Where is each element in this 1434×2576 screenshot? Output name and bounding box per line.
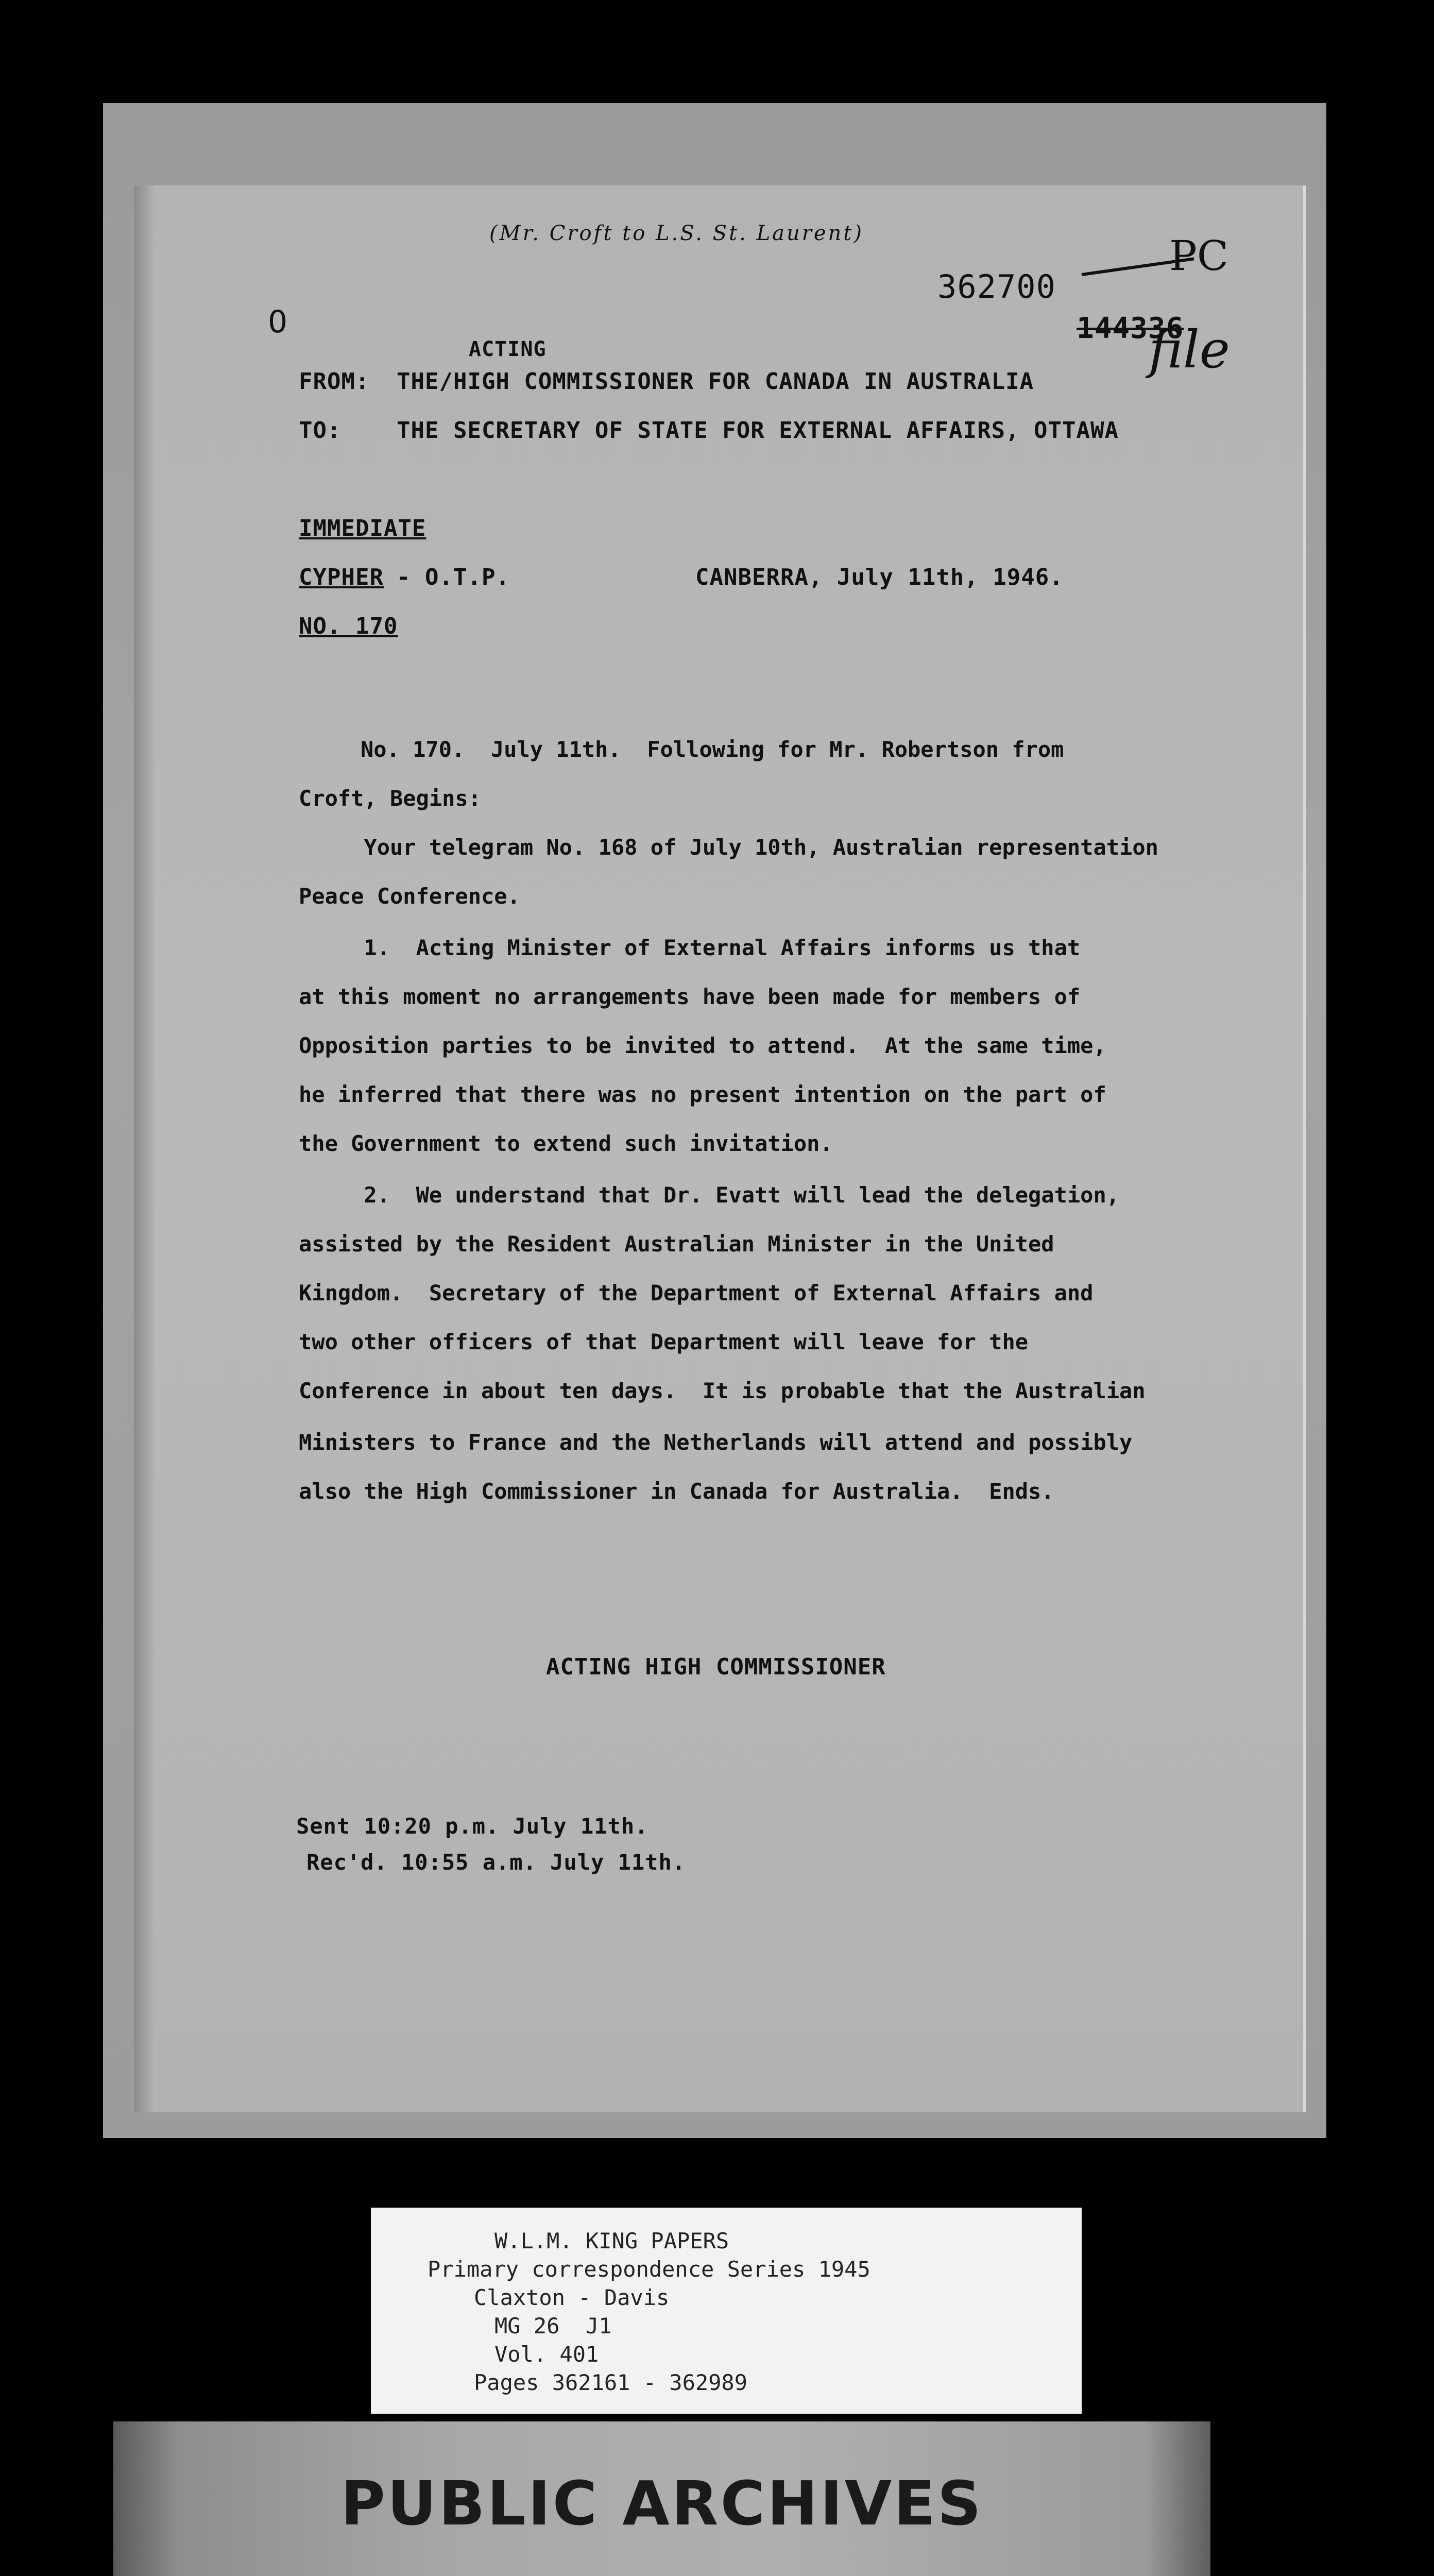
document-number: 362700 bbox=[937, 268, 1056, 306]
label-line: MG 26 J1 bbox=[494, 2313, 612, 2338]
body-line: he inferred that there was no present intention on the part of bbox=[299, 1082, 1106, 1107]
handwritten-annotation: (Mr. Croft to L.S. St. Laurent) bbox=[489, 222, 864, 245]
received-time: Rec'd. 10:55 a.m. July 11th. bbox=[306, 1850, 686, 1875]
label-line: W.L.M. KING PAPERS bbox=[494, 2228, 729, 2253]
cypher-label: CYPHER bbox=[299, 564, 384, 590]
body-line: the Government to extend such invitation. bbox=[299, 1131, 833, 1156]
body-line: 2. We understand that Dr. Evatt will lead the delegation, bbox=[299, 1182, 1120, 1208]
body-line: Kingdom. Secretary of the Department of External Affairs and bbox=[299, 1280, 1094, 1306]
label-line: Primary correspondence Series 1945 bbox=[428, 2257, 870, 2282]
body-line: two other officers of that Department will leave for the bbox=[299, 1329, 1029, 1354]
body-line: Croft, Begins: bbox=[299, 786, 482, 811]
signature: ACTING HIGH COMMISSIONER bbox=[546, 1654, 886, 1680]
body-line: 1. Acting Minister of External Affairs informs us that bbox=[299, 935, 1081, 960]
label-line: Pages 362161 - 362989 bbox=[474, 2370, 748, 2395]
sent-time: Sent 10:20 p.m. July 11th. bbox=[296, 1814, 648, 1839]
struck-number: 144336 bbox=[1077, 312, 1184, 345]
to-value: THE SECRETARY OF STATE FOR EXTERNAL AFFAIRS, OTTAWA bbox=[397, 417, 1119, 444]
stamp-line-1: PUBLIC ARCHIVES bbox=[340, 2468, 983, 2539]
body-line: at this moment no arrangements have been made for members of bbox=[299, 984, 1081, 1009]
cypher-suffix: - O.T.P. bbox=[397, 564, 510, 590]
from-value: THE/HIGH COMMISSIONER FOR CANADA IN AUSTRALIA bbox=[397, 368, 1034, 395]
label-line: Vol. 401 bbox=[494, 2342, 599, 2367]
from-label: FROM: bbox=[299, 368, 370, 395]
body-line: Ministers to France and the Netherlands will attend and possibly bbox=[299, 1430, 1133, 1455]
body-line: assisted by the Resident Australian Minister in the United bbox=[299, 1231, 1054, 1257]
public-archives-stamp bbox=[113, 2421, 1210, 2576]
handwritten-file: file bbox=[1149, 319, 1230, 380]
handwritten-pc: PC bbox=[1169, 232, 1229, 280]
body-line: Conference in about ten days. It is probable that the Australian bbox=[299, 1378, 1146, 1403]
body-line: also the High Commissioner in Canada for Australia. Ends. bbox=[299, 1479, 1054, 1504]
body-line: Peace Conference. bbox=[299, 884, 520, 909]
body-line: Opposition parties to be invited to attend. At the same time, bbox=[299, 1033, 1106, 1058]
to-label: TO: bbox=[299, 417, 342, 444]
body-line: Your telegram No. 168 of July 10th, Australian representation bbox=[299, 835, 1158, 860]
label-line: Claxton - Davis bbox=[474, 2285, 670, 2310]
priority-label: IMMEDIATE bbox=[299, 515, 426, 541]
margin-zero-mark: 0 bbox=[268, 304, 288, 340]
document-sheet bbox=[103, 103, 1326, 2138]
body-line: No. 170. July 11th. Following for Mr. Robertson from bbox=[361, 737, 1064, 762]
archive-reference-label bbox=[371, 2208, 1082, 2414]
place-date: CANBERRA, July 11th, 1946. bbox=[695, 564, 1064, 590]
page-edge-shadow bbox=[134, 185, 155, 2112]
message-number: NO. 170 bbox=[299, 613, 398, 639]
acting-insert: ACTING bbox=[469, 337, 547, 361]
